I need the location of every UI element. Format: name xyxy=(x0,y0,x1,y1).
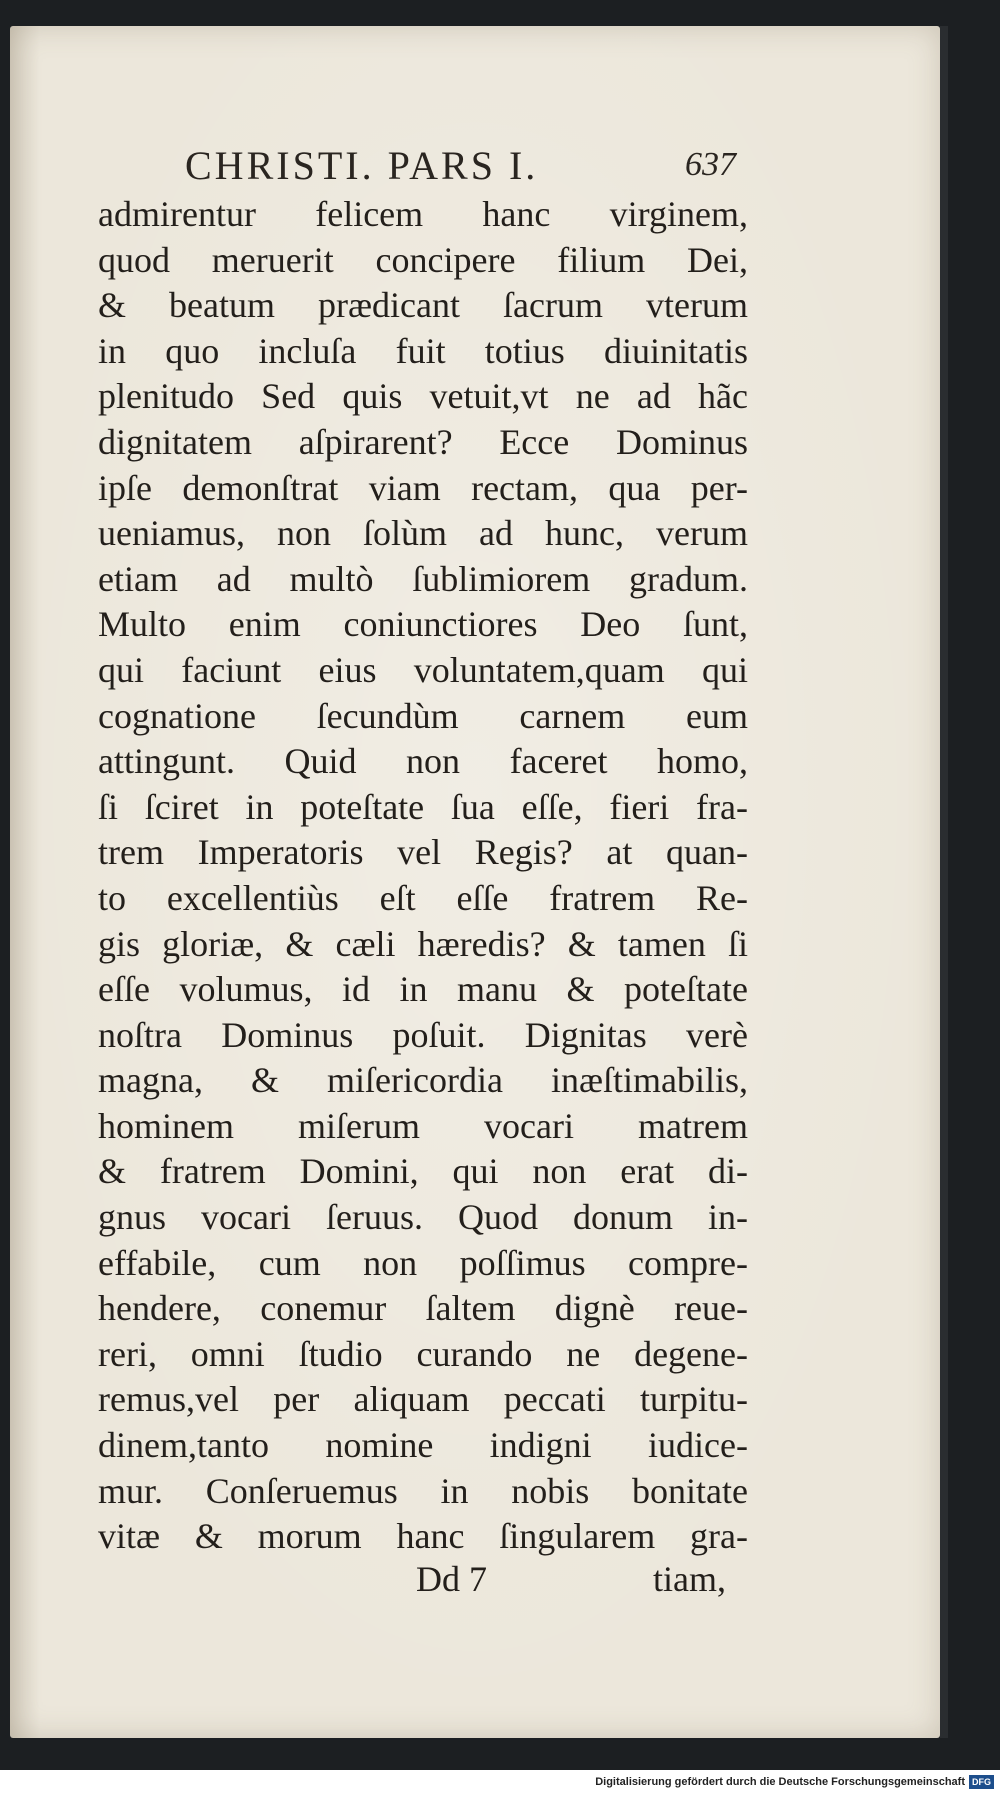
body-text xyxy=(98,192,748,1560)
text-line: admirentur felicem hanc virginem, xyxy=(98,194,748,234)
text-line: to excellentiùs eſt eſſe fratrem Re- xyxy=(98,877,748,918)
text-line: & beatum prædicant ſacrum vterum xyxy=(98,285,748,326)
running-title: CHRISTI. PARS I. xyxy=(185,143,539,188)
text-line: plenitudo Sed quis vetuit,vt ne ad hãc xyxy=(98,376,748,417)
text-line: noſtra Dominus poſuit. Dignitas verè xyxy=(98,1014,748,1055)
text-line: remus,vel per aliquam peccati turpitu- xyxy=(98,1379,748,1420)
text-line: gnus vocari ſeruus. Quod donum in- xyxy=(98,1197,748,1238)
text-line: & fratrem Domini, qui non erat di- xyxy=(98,1151,748,1192)
dfg-logo: DFG xyxy=(969,1775,994,1789)
text-line: mur. Conſeruemus in nobis bonitate xyxy=(98,1470,748,1511)
text-line: dinem,tanto nomine indigni iudice- xyxy=(98,1425,748,1466)
text-line: quod meruerit concipere filium Dei, xyxy=(98,239,748,280)
text-line: ueniamus, non ſolùm ad hunc, verum xyxy=(98,513,748,554)
text-line: trem Imperatoris vel Regis? at quan- xyxy=(98,832,748,873)
text-line: in quo incluſa fuit totius diuinitatis xyxy=(98,330,748,371)
text-line: etiam ad multò ſublimiorem gradum. xyxy=(98,558,748,599)
text-line: Multo enim coniunctiores Deo ſunt, xyxy=(98,604,748,645)
page-number: 637 xyxy=(685,146,736,183)
catchword: tiam, xyxy=(653,1559,726,1599)
page-header xyxy=(185,142,755,192)
text-line: ſi ſciret in poteſtate ſua eſſe, fieri fra- xyxy=(98,786,748,827)
text-line: cognatione ſecundùm carnem eum xyxy=(98,695,748,736)
text-line: effabile, cum non poſſimus compre- xyxy=(98,1242,748,1283)
text-line: vitæ & morum hanc ſingularem gra- xyxy=(98,1516,748,1557)
text-line: hominem miſerum vocari matrem xyxy=(98,1105,748,1146)
text-line: hendere, conemur ſaltem dignè reue- xyxy=(98,1288,748,1329)
credit-text: Digitalisierung gefördert durch die Deutsche Forschungsgemeinschaft xyxy=(595,1776,965,1788)
text-line: attingunt. Quid non faceret homo, xyxy=(98,741,748,782)
digitization-credit xyxy=(595,1774,994,1790)
text-line: reri, omni ſtudio curando ne degene- xyxy=(98,1333,748,1374)
text-line: gis gloriæ, & cæli hæredis? & tamen ſi xyxy=(98,923,748,964)
text-line: ipſe demonſtrat viam rectam, qua per- xyxy=(98,467,748,508)
text-line: eſſe volumus, id in manu & poteſtate xyxy=(98,969,748,1010)
signature-mark: Dd 7 xyxy=(416,1559,487,1599)
text-line: magna, & miſericordia inæſtimabilis, xyxy=(98,1060,748,1101)
page-edge xyxy=(940,26,948,1738)
text-line: qui faciunt eius voluntatem,quam qui xyxy=(98,649,748,690)
page-footer xyxy=(98,1558,748,1604)
text-line: dignitatem aſpirarent? Ecce Dominus xyxy=(98,421,748,462)
